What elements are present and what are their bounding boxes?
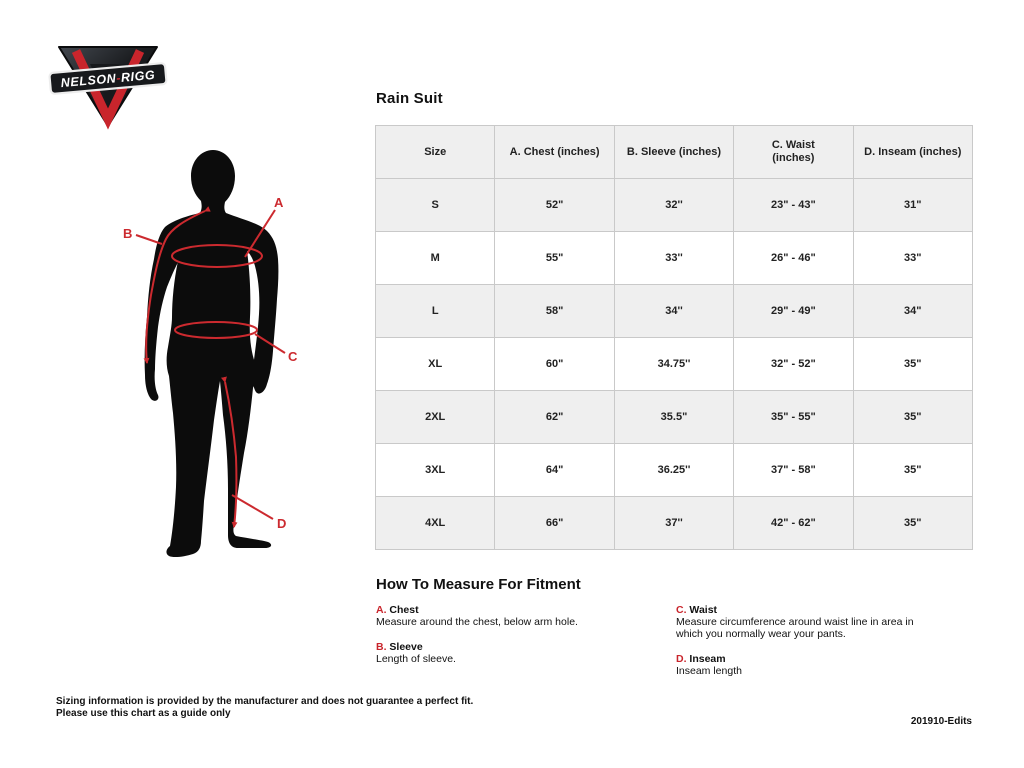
value-cell: 33'' bbox=[614, 232, 733, 285]
value-cell: 37'' bbox=[614, 497, 733, 550]
measure-item-chest: A. Chest Measure around the chest, below arm hole. bbox=[376, 604, 676, 628]
size-chart-table bbox=[375, 125, 973, 550]
value-cell: 35" bbox=[853, 391, 972, 444]
value-cell: 31" bbox=[853, 179, 972, 232]
value-cell: 33" bbox=[853, 232, 972, 285]
document-id: 201910-Edits bbox=[910, 716, 972, 727]
col-header-size: Size bbox=[376, 126, 495, 179]
value-cell: 26" - 46" bbox=[734, 232, 853, 285]
value-cell: 23" - 43" bbox=[734, 179, 853, 232]
label-d-pointer bbox=[232, 495, 273, 519]
value-cell: 42" - 62" bbox=[734, 497, 853, 550]
value-cell: 34.75'' bbox=[614, 338, 733, 391]
col-header-inseam: D. Inseam (inches) bbox=[853, 126, 972, 179]
measure-desc-sleeve: Length of sleeve. bbox=[376, 653, 456, 665]
page-title: Rain Suit bbox=[376, 90, 443, 107]
nelson-rigg-logo bbox=[48, 42, 168, 134]
col-header-chest: A. Chest (inches) bbox=[495, 126, 614, 179]
measure-item-sleeve: B. Sleeve Length of sleeve. bbox=[376, 641, 676, 665]
measure-item-inseam: D. Inseam Inseam length bbox=[676, 653, 976, 677]
size-cell: M bbox=[376, 232, 495, 285]
value-cell: 35" bbox=[853, 444, 972, 497]
table-row-xl bbox=[376, 338, 973, 391]
table-header-row bbox=[376, 126, 973, 179]
measure-desc-inseam: Inseam length bbox=[676, 665, 742, 677]
measure-desc-waist: Measure circumference around waist line in area in which you normally wear your pants. bbox=[676, 616, 914, 640]
value-cell: 34'' bbox=[614, 285, 733, 338]
brand-triangle-icon bbox=[48, 42, 168, 134]
table-row-m bbox=[376, 232, 973, 285]
value-cell: 35.5" bbox=[614, 391, 733, 444]
svg-text:NELSON-RIGG: NELSON-RIGG bbox=[60, 67, 156, 91]
disclaimer bbox=[56, 696, 473, 719]
size-cell: 2XL bbox=[376, 391, 495, 444]
size-cell: 4XL bbox=[376, 497, 495, 550]
table-row-3xl bbox=[376, 444, 973, 497]
how-to-measure-heading: How To Measure For Fitment bbox=[376, 576, 581, 593]
value-cell: 35" - 55" bbox=[734, 391, 853, 444]
body-silhouette-icon bbox=[115, 145, 305, 570]
how-to-measure-section bbox=[376, 576, 976, 690]
value-cell: 32" - 52" bbox=[734, 338, 853, 391]
table-row-2xl bbox=[376, 391, 973, 444]
value-cell: 55" bbox=[495, 232, 614, 285]
table-row-s bbox=[376, 179, 973, 232]
col-header-waist: C. Waist (inches) bbox=[734, 126, 853, 179]
value-cell: 32'' bbox=[614, 179, 733, 232]
label-d: D bbox=[277, 516, 287, 531]
col-header-sleeve: B. Sleeve (inches) bbox=[614, 126, 733, 179]
size-cell: L bbox=[376, 285, 495, 338]
measure-desc-chest: Measure around the chest, below arm hole. bbox=[376, 616, 578, 628]
value-cell: 52" bbox=[495, 179, 614, 232]
table-row-4xl bbox=[376, 497, 973, 550]
size-cell: S bbox=[376, 179, 495, 232]
value-cell: 58" bbox=[495, 285, 614, 338]
value-cell: 29" - 49" bbox=[734, 285, 853, 338]
value-cell: 66" bbox=[495, 497, 614, 550]
measurement-figure bbox=[115, 145, 305, 570]
size-cell: XL bbox=[376, 338, 495, 391]
value-cell: 35" bbox=[853, 497, 972, 550]
size-cell: 3XL bbox=[376, 444, 495, 497]
measure-item-waist: C. Waist Measure circumference around waist line in area in which you normally wear your pants. bbox=[676, 604, 976, 640]
value-cell: 34" bbox=[853, 285, 972, 338]
value-cell: 37" - 58" bbox=[734, 444, 853, 497]
table-row-l bbox=[376, 285, 973, 338]
disclaimer-line1: Sizing information is provided by the manufacturer and does not guarantee a perfect fit. bbox=[56, 696, 474, 707]
value-cell: 64" bbox=[495, 444, 614, 497]
label-b-pointer bbox=[136, 235, 162, 244]
label-b: B bbox=[123, 226, 133, 241]
value-cell: 36.25'' bbox=[614, 444, 733, 497]
value-cell: 62" bbox=[495, 391, 614, 444]
disclaimer-line2: Please use this chart as a guide only bbox=[56, 707, 231, 719]
label-c: C bbox=[288, 349, 298, 364]
label-a: A bbox=[274, 195, 284, 210]
value-cell: 60" bbox=[495, 338, 614, 391]
value-cell: 35" bbox=[853, 338, 972, 391]
